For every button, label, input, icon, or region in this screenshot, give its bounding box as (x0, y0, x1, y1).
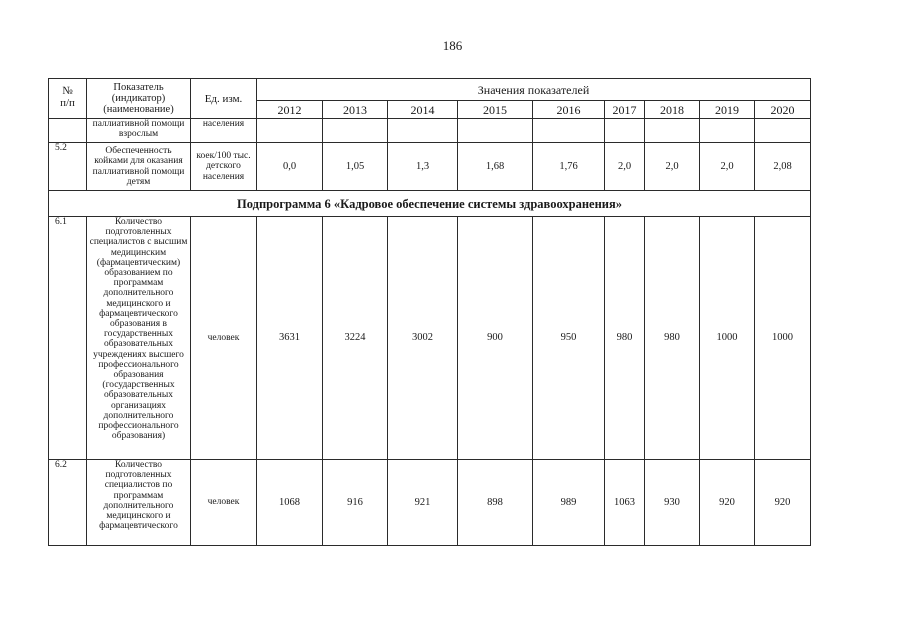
row-unit: человек (191, 460, 257, 546)
header-no: № п/п (49, 79, 87, 119)
indicators-table-wrapper (48, 78, 810, 546)
indicators-table (48, 78, 811, 546)
row-indicator: Количество подготовленных специалистов с высшим медицинским (фармацевтическим) образованием по программам дополнительного медицинского и фармацевтического образования в государственных образовательных учреждениях высшего профессионального образования (государственных образовательных организациях дополнительного профессионального образования) (87, 217, 191, 460)
row-indicator: паллиативной помощи взрослым (87, 119, 191, 143)
row-value (323, 119, 388, 143)
row-value: 1,3 (388, 143, 458, 191)
row-value: 1,68 (458, 143, 533, 191)
section-title: Подпрограмма 6 «Кадровое обеспечение системы здравоохранения» (49, 191, 811, 217)
row-value: 1068 (257, 460, 323, 546)
row-value: 920 (755, 460, 811, 546)
row-value (458, 119, 533, 143)
row-value: 1000 (755, 217, 811, 460)
row-indicator: Количество подготовленных специалистов по программам дополнительного медицинского и фармацевтического (87, 460, 191, 546)
row-value: 2,08 (755, 143, 811, 191)
row-no: 5.2 (49, 143, 87, 191)
row-value: 898 (458, 460, 533, 546)
table-row (49, 119, 811, 143)
row-value (755, 119, 811, 143)
row-value: 2,0 (645, 143, 700, 191)
row-value: 1000 (700, 217, 755, 460)
row-unit: населения (191, 119, 257, 143)
page-number: 186 (442, 38, 463, 53)
row-unit: коек/100 тыс. детского населения (191, 143, 257, 191)
year-2012: 2012 (257, 101, 323, 119)
row-value (533, 119, 605, 143)
table-row (49, 217, 811, 460)
row-value: 980 (645, 217, 700, 460)
row-value: 989 (533, 460, 605, 546)
header-unit: Ед. изм. (191, 79, 257, 119)
table-row (49, 460, 811, 546)
year-2020: 2020 (755, 101, 811, 119)
row-value: 3002 (388, 217, 458, 460)
row-value: 921 (388, 460, 458, 546)
row-value: 980 (605, 217, 645, 460)
row-indicator: Обеспеченность койками для оказания паллиативной помощи детям (87, 143, 191, 191)
year-2017: 2017 (605, 101, 645, 119)
year-2019: 2019 (700, 101, 755, 119)
year-2013: 2013 (323, 101, 388, 119)
row-value: 1063 (605, 460, 645, 546)
row-no: 6.2 (49, 460, 87, 546)
row-value: 950 (533, 217, 605, 460)
row-unit: человек (191, 217, 257, 460)
row-value: 1,05 (323, 143, 388, 191)
row-value (388, 119, 458, 143)
header-row-1 (49, 79, 811, 101)
row-value (257, 119, 323, 143)
row-value: 0,0 (257, 143, 323, 191)
row-value: 3631 (257, 217, 323, 460)
year-2015: 2015 (458, 101, 533, 119)
row-no: 6.1 (49, 217, 87, 460)
row-value: 3224 (323, 217, 388, 460)
row-value: 920 (700, 460, 755, 546)
row-value: 930 (645, 460, 700, 546)
row-value (645, 119, 700, 143)
row-value (605, 119, 645, 143)
row-no (49, 119, 87, 143)
row-value: 2,0 (605, 143, 645, 191)
section-row (49, 191, 811, 217)
row-value: 900 (458, 217, 533, 460)
year-2018: 2018 (645, 101, 700, 119)
row-value: 916 (323, 460, 388, 546)
row-value: 1,76 (533, 143, 605, 191)
year-2014: 2014 (388, 101, 458, 119)
row-value: 2,0 (700, 143, 755, 191)
header-values-title: Значения показателей (257, 79, 811, 101)
table-row (49, 143, 811, 191)
row-value (700, 119, 755, 143)
header-indicator: Показатель (индикатор) (наименование) (87, 79, 191, 119)
year-2016: 2016 (533, 101, 605, 119)
